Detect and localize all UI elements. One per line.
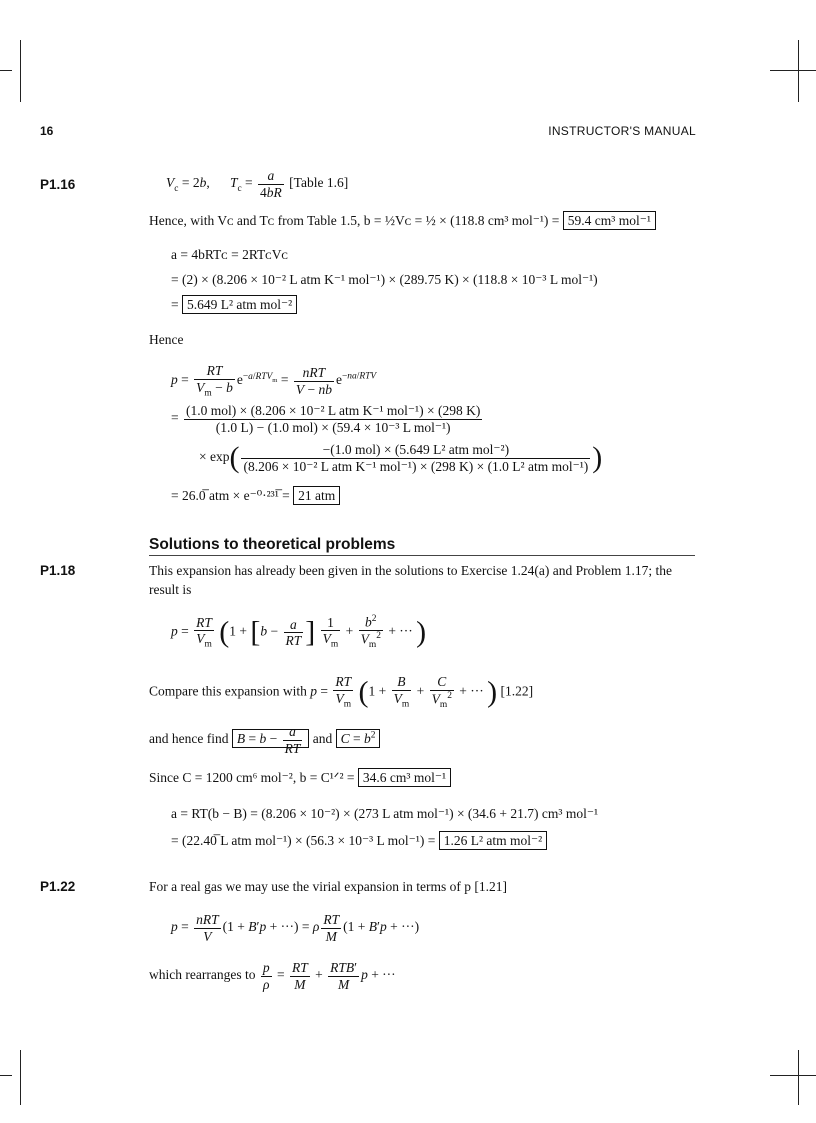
boxed-result-b: 59.4 cm³ mol⁻¹ — [563, 211, 656, 230]
a-from-virial-line1: a = RT(b − B) = (8.206 × 10⁻²) × (273 L atm mol⁻¹) × (34.6 + 21.7) cm³ mol⁻¹ — [171, 806, 598, 821]
a-equation-line2: = (2) × (8.206 × 10⁻² L atm K⁻¹ mol⁻¹) × (289.75 K) × (118.8 × 10⁻³ L mol⁻¹) — [171, 272, 598, 287]
pressure-final: = 26.0̅ atm × e⁻⁰·²³¹̅ = 21 atm — [171, 488, 340, 504]
crop-mark — [0, 70, 12, 71]
boxed-result-pressure: 21 atm — [293, 486, 340, 505]
problem-label-1-22: P1.22 — [40, 879, 76, 894]
p122-text-line1: For a real gas we may use the virial expansion in terms of p [1.21] — [149, 879, 508, 894]
crop-mark — [770, 1075, 816, 1076]
boxed-result-B: B = b − $\frac{a}{RT}$ — [232, 729, 310, 748]
a-equation-line3: = 5.649 L² atm mol⁻² — [171, 297, 297, 313]
problem-label-1-18: P1.18 — [40, 563, 76, 578]
boxed-result-b-value: 34.6 cm³ mol⁻¹ — [358, 768, 451, 787]
boxed-result-C: $C = b^2$ — [336, 729, 381, 748]
exponential-factor: × exp( −(1.0 mol) × (5.649 L² atm mol⁻²) (8.206 × 10⁻² L atm K⁻¹ mol⁻¹) × (298 K) × (1.0 L² atm mol⁻¹) ) — [199, 441, 603, 475]
crop-mark — [798, 1050, 799, 1105]
crop-mark — [798, 40, 799, 102]
hence-text: Hence — [149, 332, 184, 347]
running-title: INSTRUCTOR'S MANUAL — [548, 124, 696, 138]
critical-constants-equation: $V_c = 2b$, $T_c$ = $\frac{a}{4bR}$ [Table 1.6] — [166, 168, 349, 200]
boxed-result-a: 5.649 L² atm mol⁻² — [182, 295, 297, 314]
p118-text-line1: This expansion has already been given in the solutions to Exercise 1.24(a) and Problem 1.17; the — [149, 563, 672, 578]
crop-mark — [20, 40, 21, 102]
pressure-numeric-fraction: = $\frac{\text{(1.0 mol) × (8.206 × 10⁻² L atm K⁻¹ mol⁻¹) × (298 K)}}{\text{(1.0 L) − (1.0 mol) × (59.4 × 10⁻³ L mol⁻¹)}}$ — [171, 403, 481, 435]
crop-mark — [0, 1075, 12, 1076]
problem-label-1-16: P1.16 — [40, 177, 76, 192]
a-from-virial-line2: = (22.40̅ L atm mol⁻¹) × (56.3 × 10⁻³ L mol⁻¹) = 1.26 L² atm mol⁻² — [171, 833, 547, 849]
p118-text-line2: result is — [149, 582, 192, 597]
page-number: 16 — [40, 124, 54, 138]
virial-pressure-expansion: p = $\frac{\text{nRT}}{V}$ (1 + B′p + ···) = ρ $\frac{RT}{M}$ (1 + B′p + ···) — [171, 912, 420, 944]
boxed-result-a-value: 1.26 L² atm mol⁻² — [439, 831, 547, 850]
compare-line: Compare this expansion with p = $\frac{RT}{V_m}$ (1 + $\frac{B}{V_m}$ + $\frac{C}{V_m^2}$ + ··· ) [1.22] — [149, 674, 534, 710]
vdw-virial-expansion: p = $\frac{RT}{V_m}$ (1 + [b − $\frac{a}{RT}$ ] $\frac{1}{V_m}$ + $\frac{b^2}{V_m^2}$ + ··· ) — [171, 614, 427, 651]
section-rule — [149, 555, 695, 556]
a-equation-line1: a = 4bRTᴄ = 2RTᴄVᴄ — [171, 247, 288, 262]
hence-find-line: and hence find B = b − $\frac{a}{RT}$ and $C = b^2$ — [149, 724, 380, 756]
crop-mark — [770, 70, 816, 71]
table-ref: [Table 1.6] — [289, 175, 349, 191]
rearranged-line: which rearranges to $\frac{p}{\rho}$ = $\frac{RT}{M}$ + $\frac{\text{RTB′}}{M}$ p + ··· — [149, 960, 396, 992]
since-line: Since C = 1200 cm⁶ mol⁻², b = C¹ᐟ² = 34.6 cm³ mol⁻¹ — [149, 770, 451, 786]
pressure-equation: p = $\frac{RT}{V_m - b}$ $e^{-a/RTV_m}$ = $\frac{\text{nRT}}{V - nb}$ $e^{-na/RTV}$ — [171, 363, 377, 399]
section-title: Solutions to theoretical problems — [149, 536, 396, 553]
crop-mark — [20, 1050, 21, 1105]
b-derivation: Hence, with Vᴄ and Tᴄ from Table 1.5, b = ½Vᴄ = ½ × (118.8 cm³ mol⁻¹) = 59.4 cm³ mol⁻¹ — [149, 213, 656, 229]
